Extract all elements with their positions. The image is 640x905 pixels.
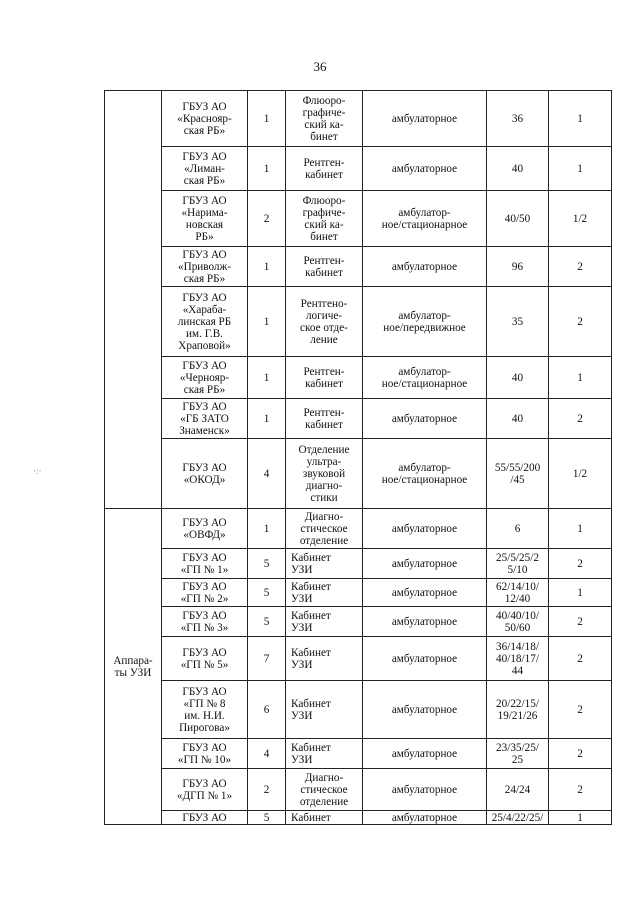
table-row [105, 739, 612, 769]
shift-cell: 1 [549, 357, 612, 399]
count-cell: 5 [248, 607, 286, 637]
count-cell: 5 [248, 579, 286, 607]
shift-cell: 1/2 [549, 439, 612, 509]
shift-cell: 1 [549, 147, 612, 191]
shift-cell: 1 [549, 579, 612, 607]
table-row [105, 91, 612, 147]
table-row [105, 439, 612, 509]
table-row [105, 357, 612, 399]
group-cell: Аппара- ты УЗИ [105, 509, 162, 825]
count-cell: 1 [248, 91, 286, 147]
load-cell: 36/14/18/ 40/18/17/ 44 [487, 637, 549, 681]
shift-cell: 2 [549, 287, 612, 357]
mode-cell: амбулаторное [363, 549, 487, 579]
unit-cell: Кабинет УЗИ [286, 549, 363, 579]
shift-cell: 2 [549, 399, 612, 439]
mode-cell: амбулатор- ное/передвижное [363, 287, 487, 357]
load-cell: 35 [487, 287, 549, 357]
org-cell: ГБУЗ АО «ГП № 3» [162, 607, 248, 637]
load-cell: 40 [487, 399, 549, 439]
unit-cell: Кабинет УЗИ [286, 579, 363, 607]
shift-cell: 2 [549, 739, 612, 769]
unit-cell: Кабинет УЗИ [286, 637, 363, 681]
load-cell: 23/35/25/ 25 [487, 739, 549, 769]
unit-cell: Рентген- кабинет [286, 399, 363, 439]
load-cell: 25/5/25/2 5/10 [487, 549, 549, 579]
unit-cell: Флюоро- графиче- ский ка- бинет [286, 91, 363, 147]
mode-cell: амбулатор- ное/стационарное [363, 439, 487, 509]
unit-cell: Кабинет УЗИ [286, 739, 363, 769]
count-cell: 1 [248, 147, 286, 191]
count-cell: 5 [248, 549, 286, 579]
mode-cell: амбулаторное [363, 147, 487, 191]
shift-cell: 2 [549, 637, 612, 681]
org-cell: ГБУЗ АО «Лиман- ская РБ» [162, 147, 248, 191]
shift-cell: 1 [549, 509, 612, 549]
load-cell: 96 [487, 247, 549, 287]
load-cell: 62/14/10/ 12/40 [487, 579, 549, 607]
count-cell: 4 [248, 739, 286, 769]
scan-speck: ·:· [33, 466, 42, 476]
mode-cell: амбулаторное [363, 739, 487, 769]
count-cell: 7 [248, 637, 286, 681]
table-row [105, 191, 612, 247]
count-cell: 6 [248, 681, 286, 739]
org-cell: ГБУЗ АО «Нарима- новская РБ» [162, 191, 248, 247]
org-cell: ГБУЗ АО «ГБ ЗАТО Знаменск» [162, 399, 248, 439]
org-cell: ГБУЗ АО «ДГП № 1» [162, 769, 248, 811]
load-cell: 6 [487, 509, 549, 549]
unit-cell: Флюоро- графиче- ский ка- бинет [286, 191, 363, 247]
unit-cell: Отделение ультра- звуковой диагно- стики [286, 439, 363, 509]
table-row [105, 247, 612, 287]
mode-cell: амбулатор- ное/стационарное [363, 357, 487, 399]
unit-cell: Кабинет УЗИ [286, 681, 363, 739]
load-cell: 40 [487, 147, 549, 191]
unit-cell: Диагно- стическое отделение [286, 509, 363, 549]
shift-cell: 2 [549, 769, 612, 811]
table-row [105, 509, 612, 549]
org-cell: ГБУЗ АО «Приволж- ская РБ» [162, 247, 248, 287]
unit-cell: Рентген- кабинет [286, 147, 363, 191]
table-row [105, 399, 612, 439]
shift-cell: 1 [549, 811, 612, 825]
load-cell: 25/4/22/25/ [487, 811, 549, 825]
table-row [105, 811, 612, 825]
shift-cell: 2 [549, 607, 612, 637]
table-row [105, 287, 612, 357]
count-cell: 4 [248, 439, 286, 509]
unit-cell: Диагно- стическое отделение [286, 769, 363, 811]
mode-cell: амбулаторное [363, 247, 487, 287]
table-row [105, 769, 612, 811]
mode-cell: амбулаторное [363, 579, 487, 607]
mode-cell: амбулаторное [363, 399, 487, 439]
org-cell: ГБУЗ АО «ОКОД» [162, 439, 248, 509]
load-cell: 36 [487, 91, 549, 147]
table-row [105, 579, 612, 607]
table-row [105, 549, 612, 579]
count-cell: 1 [248, 509, 286, 549]
load-cell: 40/50 [487, 191, 549, 247]
count-cell: 2 [248, 769, 286, 811]
table-body [105, 91, 612, 825]
count-cell: 1 [248, 399, 286, 439]
org-cell: ГБУЗ АО «ГП № 8 им. Н.И. Пирогова» [162, 681, 248, 739]
load-cell: 40 [487, 357, 549, 399]
org-cell: ГБУЗ АО «ОВФД» [162, 509, 248, 549]
load-cell: 55/55/200 /45 [487, 439, 549, 509]
shift-cell: 1/2 [549, 191, 612, 247]
load-cell: 24/24 [487, 769, 549, 811]
shift-cell: 2 [549, 247, 612, 287]
table-row [105, 147, 612, 191]
shift-cell: 2 [549, 549, 612, 579]
org-cell: ГБУЗ АО «ГП № 5» [162, 637, 248, 681]
shift-cell: 1 [549, 91, 612, 147]
mode-cell: амбулатор- ное/стационарное [363, 191, 487, 247]
load-cell: 20/22/15/ 19/21/26 [487, 681, 549, 739]
count-cell: 2 [248, 191, 286, 247]
org-cell: ГБУЗ АО «Чернояр- ская РБ» [162, 357, 248, 399]
mode-cell: амбулаторное [363, 509, 487, 549]
table-row [105, 681, 612, 739]
load-cell: 40/40/10/ 50/60 [487, 607, 549, 637]
mode-cell: амбулаторное [363, 91, 487, 147]
org-cell: ГБУЗ АО [162, 811, 248, 825]
table-row [105, 607, 612, 637]
org-cell: ГБУЗ АО «Краснояр- ская РБ» [162, 91, 248, 147]
org-cell: ГБУЗ АО «ГП № 10» [162, 739, 248, 769]
unit-cell: Кабинет УЗИ [286, 607, 363, 637]
count-cell: 1 [248, 247, 286, 287]
equipment-table [104, 90, 612, 825]
table-row [105, 637, 612, 681]
mode-cell: амбулаторное [363, 607, 487, 637]
count-cell: 1 [248, 287, 286, 357]
unit-cell: Кабинет [286, 811, 363, 825]
org-cell: ГБУЗ АО «Хараба- линская РБ им. Г.В. Храповой» [162, 287, 248, 357]
unit-cell: Рентгено- логиче- ское отде- ление [286, 287, 363, 357]
mode-cell: амбулаторное [363, 637, 487, 681]
count-cell: 1 [248, 357, 286, 399]
shift-cell: 2 [549, 681, 612, 739]
count-cell: 5 [248, 811, 286, 825]
unit-cell: Рентген- кабинет [286, 357, 363, 399]
org-cell: ГБУЗ АО «ГП № 1» [162, 549, 248, 579]
org-cell: ГБУЗ АО «ГП № 2» [162, 579, 248, 607]
unit-cell: Рентген- кабинет [286, 247, 363, 287]
mode-cell: амбулаторное [363, 811, 487, 825]
group-cell [105, 91, 162, 509]
page-number: 36 [313, 59, 327, 74]
mode-cell: амбулаторное [363, 681, 487, 739]
mode-cell: амбулаторное [363, 769, 487, 811]
